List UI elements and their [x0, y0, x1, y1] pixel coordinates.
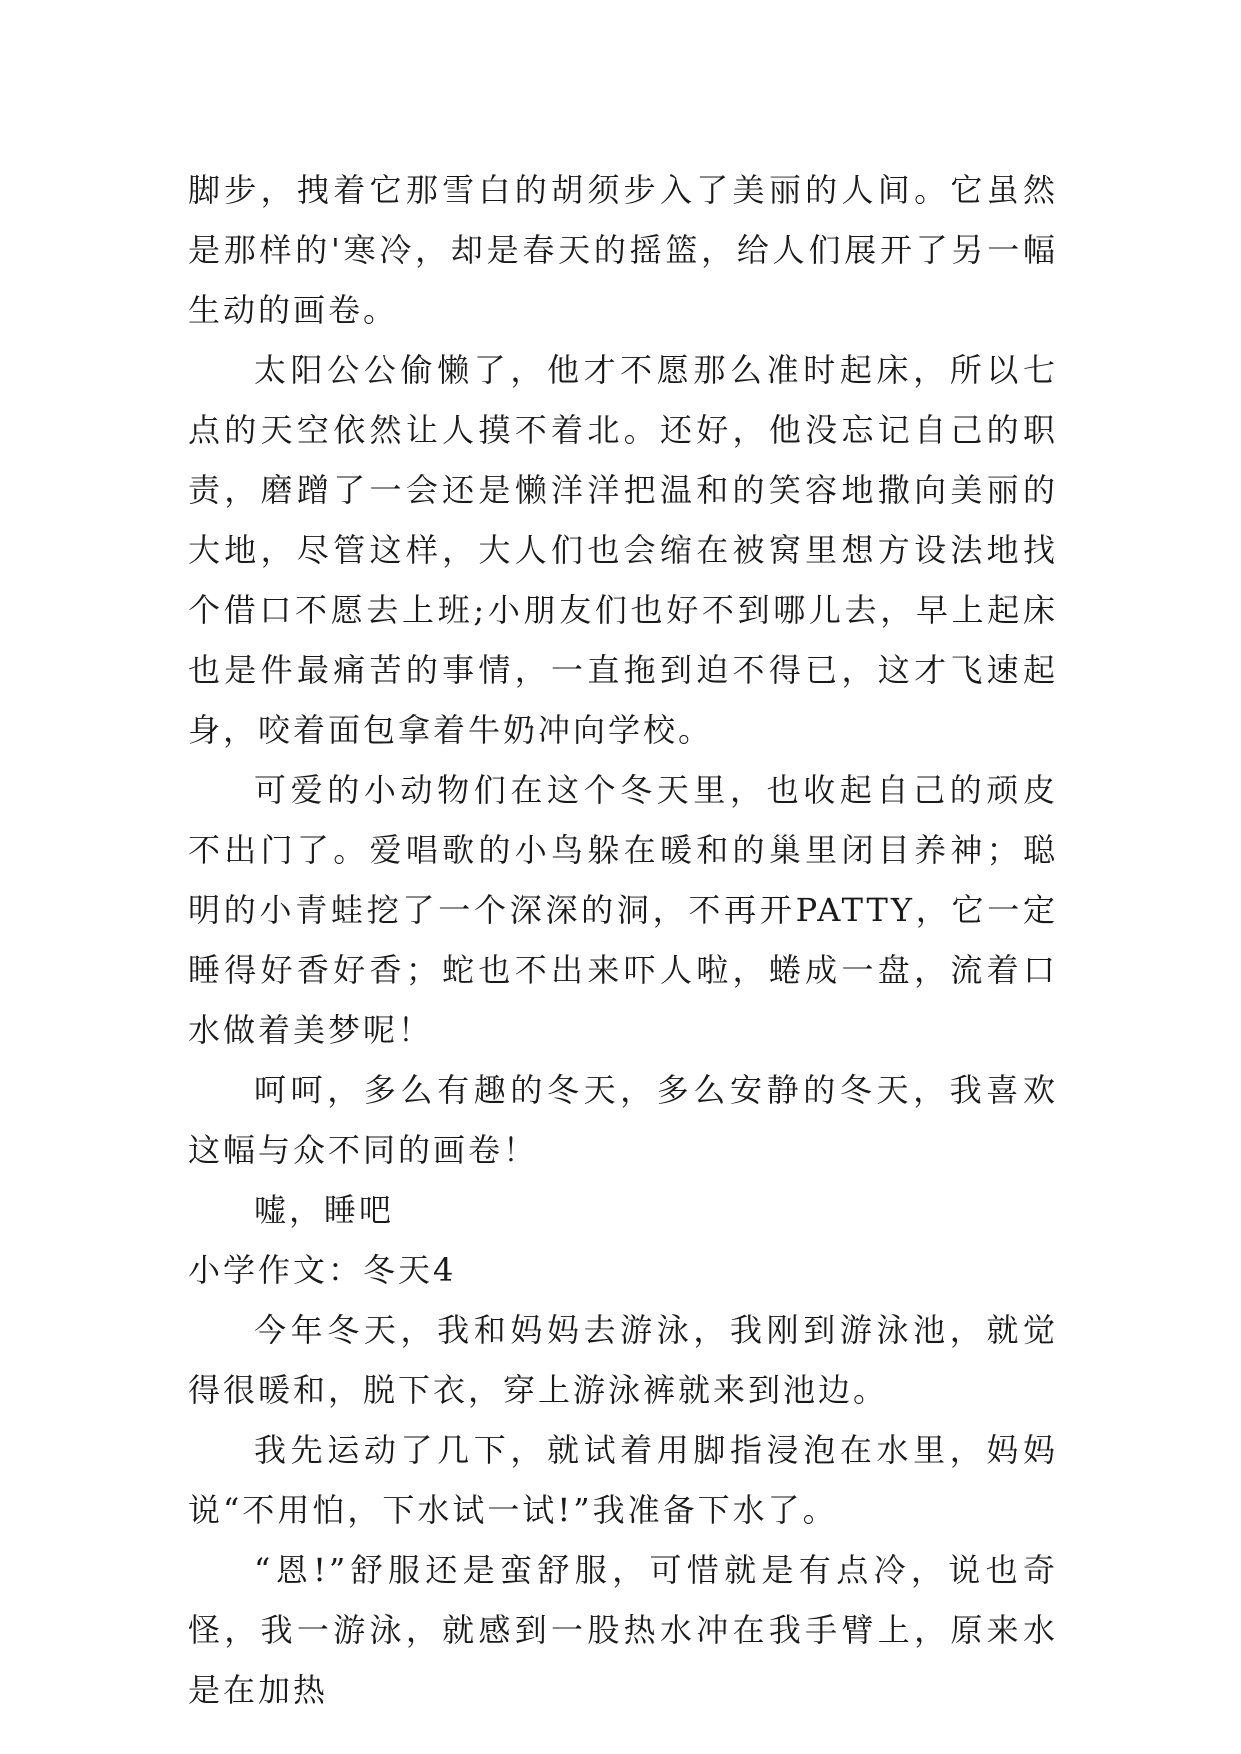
paragraph-winter-scroll: 呵呵，多么有趣的冬天，多么安静的冬天，我喜欢这幅与众不同的画卷！ [188, 1071, 1058, 1169]
paragraph-warm-water: “恩!”舒服还是蛮舒服，可惜就是有点冷，说也奇怪，我一游泳，就感到一股热水冲在我手臂上，原来水是在加热 [188, 1551, 1058, 1709]
paragraph-hush: 嘘，睡吧 [254, 1191, 395, 1229]
paragraph-sun: 太阳公公偷懒了，他才不愿那么准时起床，所以七点的天空依然让人摸不着北。还好，他没忘记自己的职责，磨蹭了一会还是懒洋洋把温和的笑容地撒向美丽的大地，尽管这样，大人们也会缩在被窝里想方设法地找个借口不愿去上班;小朋友们也好不到哪儿去，早上起床也是件最痛苦的事情，一直拖到迫不得已，这才飞速起身，咬着面包拿着牛奶冲向学校。 [188, 351, 1058, 749]
section-title: 小学作文：冬天4 [188, 1251, 457, 1289]
paragraph-swimming: 今年冬天，我和妈妈去游泳，我刚到游泳池，就觉得很暖和，脱下衣，穿上游泳裤就来到池边。 [188, 1311, 1058, 1409]
paragraph-continuation: 脚步，拽着它那雪白的胡须步入了美丽的人间。它虽然是那样的'寒冷，却是春天的摇篮，给人们展开了另一幅生动的画卷。 [188, 171, 1058, 329]
document-page [188, 160, 1058, 1720]
paragraph-animals: 可爱的小动物们在这个冬天里，也收起自己的顽皮不出门了。爱唱歌的小鸟躲在暖和的巢里闭目养神；聪明的小青蛙挖了一个深深的洞，不再开PATTY，它一定睡得好香好香；蛇也不出来吓人啦，蜷成一盘，流着口水做着美梦呢！ [188, 771, 1058, 1049]
paragraph-entering-water: 我先运动了几下，就试着用脚指浸泡在水里，妈妈说“不用怕，下水试一试!”我准备下水了。 [188, 1431, 1058, 1529]
